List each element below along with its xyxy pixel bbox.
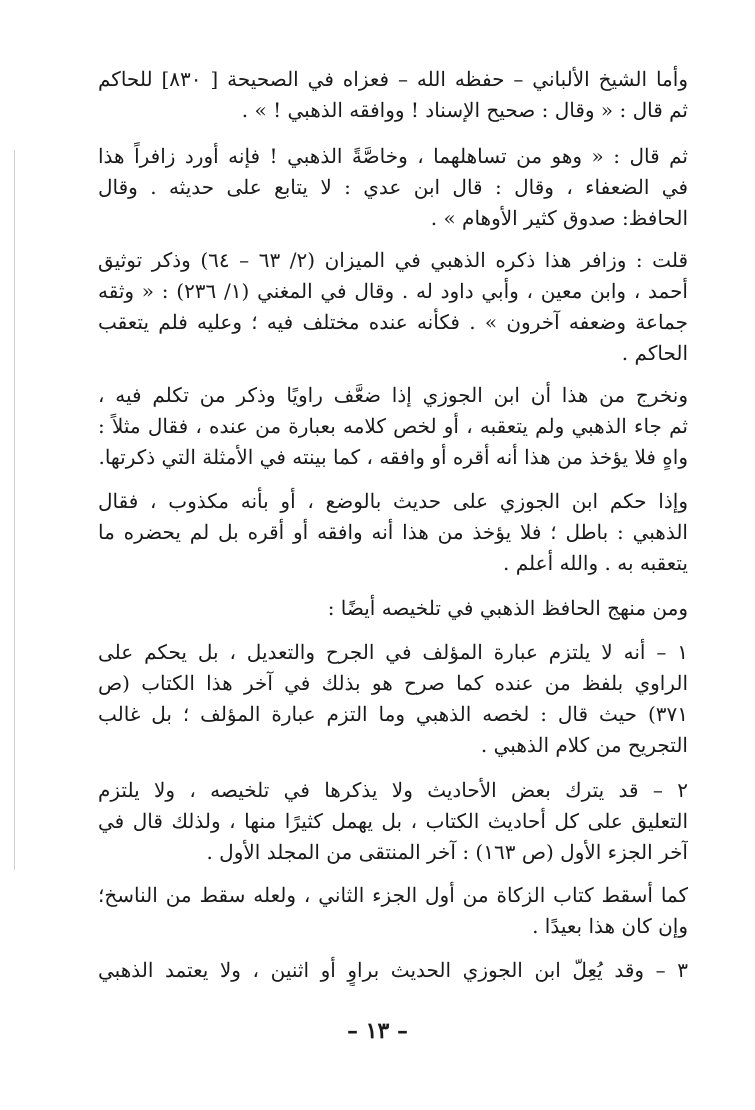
- text-line: وإذا حكم ابن الجوزي على حديث بالوضع ، أو بأنه مكذوب ، فقال: [98, 489, 688, 513]
- text-line: قلت : وزافر هذا ذكره الذهبي في الميزان (٢/ ٦٣ – ٦٤) وذكر توثيق: [98, 248, 688, 272]
- text-line: ٢ – قد يترك بعض الأحاديث ولا يذكرها في تلخيصه ، ولا يلتزم: [98, 778, 688, 802]
- text-line: التعليق على كل أحاديث الكتاب ، بل يهمل كثيرًا منها ، ولذلك قال في: [98, 809, 688, 833]
- paragraph-2: [98, 141, 688, 234]
- page-number: – ١٣ –: [347, 1018, 408, 1044]
- text-line: ١ – أنه لا يلتزم عبارة المؤلف في الجرح والتعديل ، بل يحكم على: [98, 640, 688, 664]
- text-line: وإن كان هذا بعيدًا .: [532, 914, 688, 938]
- paragraph-10: [98, 955, 688, 986]
- text-line: واهٍ فلا يؤخذ من هذا أنه أقره أو وافقه ، كما بينته في الأمثلة التي ذكرتها.: [98, 445, 688, 469]
- text-line: ثم جاء الذهبي ولم يتعقبه ، أو لخص كلامه بعبارة من عنده ، فقال مثلاً :: [98, 414, 688, 438]
- paragraph-1: [98, 64, 688, 126]
- text-line: يتعقبه به . والله أعلم .: [503, 551, 688, 575]
- text-line: الحافظ: صدوق كثير الأوهام » .: [430, 206, 688, 230]
- text-line: الذهبي : باطل ؛ فلا يؤخذ من هذا أنه وافقه أو أقره بل لم يحضره ما: [98, 520, 688, 544]
- paragraph-7: [98, 637, 688, 761]
- text-line: ثم قال : « وقال : صحيح الإسناد ! ووافقه الذهبي ! » .: [241, 98, 688, 122]
- text-line: أحمد ، وابن معين ، وأبي داود له . وقال في المغني (١/ ٢٣٦) : « وثقه: [98, 279, 688, 303]
- text-line: ٣٧١) حيث قال : لخصه الذهبي وما التزم عبارة المؤلف ؛ بل غالب: [98, 702, 688, 726]
- text-line: جماعة وضعفه آخرون » . فكأنه عنده مختلف فيه ؛ وعليه فلم يتعقب: [98, 310, 688, 334]
- text-line: الراوي بلفظ من عنده كما صرح هو بذلك في آخر هذا الكتاب (ص: [98, 671, 688, 695]
- scan-edge-line: [14, 150, 15, 870]
- text-line: ونخرج من هذا أن ابن الجوزي إذا ضعَّف راويًا وذكر من تكلم فيه ،: [98, 383, 688, 407]
- text-line: الحاكم .: [621, 341, 688, 365]
- paragraph-6: [98, 593, 688, 624]
- text-line: ومن منهج الحافظ الذهبي في تلخيصه أيضًا :: [327, 596, 688, 620]
- paragraph-9: [98, 880, 688, 942]
- text-line: ٣ – وقد يُعِلّ ابن الجوزي الحديث براوٍ أو اثنين ، ولا يعتمد الذهبي: [98, 958, 688, 982]
- paragraph-3: [98, 245, 688, 369]
- paragraph-8: [98, 775, 688, 868]
- paragraph-4: [98, 380, 688, 473]
- text-line: وأما الشيخ الألباني – حفظه الله – فعزاه في الصحيحة [ ٨٣٠] للحاكم: [98, 67, 688, 91]
- text-line: في الضعفاء ، وقال : قال ابن عدي : لا يتابع على حديثه . وقال: [98, 175, 688, 199]
- paragraph-5: [98, 486, 688, 579]
- text-line: ثم قال : « وهو من تساهلهما ، وخاصَّةً الذهبي ! فإنه أورد زافراً هذا: [98, 144, 688, 168]
- text-line: كما أسقط كتاب الزكاة من أول الجزء الثاني ، ولعله سقط من الناسخ؛: [98, 883, 688, 907]
- text-line: التجريح من كلام الذهبي .: [480, 733, 688, 757]
- text-line: آخر الجزء الأول (ص ١٦٣) : آخر المنتقى من المجلد الأول .: [206, 840, 688, 864]
